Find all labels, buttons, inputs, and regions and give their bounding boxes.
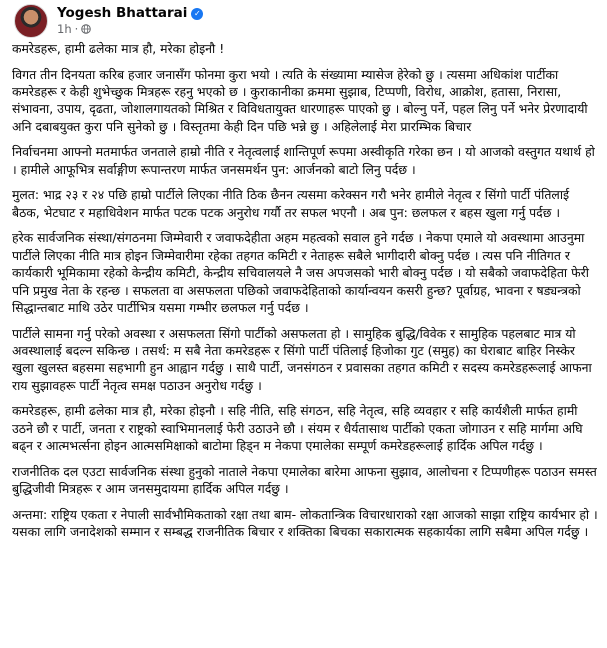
avatar[interactable] xyxy=(14,4,48,38)
post-time[interactable]: 1h xyxy=(57,21,72,36)
post-paragraph: हरेक सार्वजनिक संस्था/संगठनमा जिम्मेवारी र जवाफदेहीता अहम महत्वको सवाल हुने गर्दछ । नेकपा एमाले यो अवस्थामा आउनुमा पार्टीले लिएका नीति मात्र होइन जिम्मेवारीमा रहेका तहगत कमिटी र नेताहरू सबैले भागीदारी बोक्नु पर्दछ । त्यस पनि नीतिगत र कार्यकारी भूमिकामा रहेको केन्द्रीय कमिटी, केन्द्रीय सचिवालयले नै जस अपजसको भारी बोक्नु पर्दछ । यो सबैको जवाफदेहिता फेरी पनि प्रमुख नेता के रहन्छ । सफलता वा असफलता पछिको जवाफदेहिताको कार्यान्वयन कसरी हुन्छ? पूर्वाग्रह, भावना र षड्यन्त्रको सिद्धान्तबाट माथि उठेर पार्टीभित्र यसमा गम्भीर छलफल गर्नु पर्दछ । xyxy=(12,230,589,316)
post-paragraph: कमरेडहरू, हामी ढलेका मात्र हौ, मरेका होइनौ ! xyxy=(12,41,225,56)
globe-icon xyxy=(81,24,91,34)
post-paragraph: कमरेडहरू, हामी ढलेका मात्र हौ, मरेका होइनौ । सहि नीति, सहि संगठन, सहि नेतृत्व, सहि व्यवहार र सहि कार्यशैली मार्फत हामी उठने छौ र पार्टी, जनता र राष्ट्रको स्वाभिमानलाई फेरी उठाउने छौ । संयम र धैर्यतासाथ पार्टीको एकता जोगाउन र सहि मार्गमा अघि बढ्न र आत्मभर्त्सना होइन आत्मसमिक्षाको बाटोमा हिड्न म नेकपा एमालेका सम्पूर्ण कमरेडहरूलाई हार्दिक अपिल गर्दछु । xyxy=(12,403,583,454)
post-paragraph: विगत तीन दिनयता करिब हजार जनासँग फोनमा कुरा भयो । त्यति के संख्यामा म्यासेज हेरेको छु । त्यसमा अधिकांश पार्टीका कमरेडहरू र केही शुभेच्छुक मित्रहरू रहनु भएको छ । कुराकानीका क्रममा सुझाब, टिप्पणी, विरोध, आक्रोश, हतासा, निरासा, संभावना, उपाय, दृढता, जोशालगायतको मिश्रित र विविधतायुक्त धारणाहरू पाएको छु । बोल्नु पर्ने, पहल लिनु पर्ने भनेर प्रेरणादायी अनि दबाबयुक्त कुरा पनि सुनेको छु । विस्तृतमा केही दिन पछि भन्ने छु । अहिलेलाई मेरा प्रारम्भिक बिचार xyxy=(12,66,588,134)
author-name[interactable]: Yogesh Bhattarai xyxy=(57,5,188,22)
separator-dot: · xyxy=(74,21,79,36)
post-paragraph: निर्वाचनमा आफ्नो मतमार्फत जनताले हाम्रो नीति र नेतृत्वलाई शान्तिपूर्ण रूपमा अस्वीकृति गरेका छन । यो आजको वस्तुगत यथार्थ हो । हामीले आफूभित्र सर्वाङ्गीण रूपान्तरण मार्फत जनसमर्थन पुन: आर्जनको बाटो लिनु पर्दछ । xyxy=(12,144,595,177)
author-row xyxy=(57,6,203,22)
post-paragraph: पार्टीले सामना गर्नु परेको अवस्था र असफलता सिंगो पार्टीको असफलता हो । सामुहिक बुद्धि/विवेक र सामुहिक पहलबाट मात्र यो अवस्थालाई बदल्न सकिन्छ । तसर्थ: म सबै नेता कमरेडहरू र सिंगो पार्टी पंतिलाई हिजोका गुट (समुह) का घेराबाट बाहिर निस्केर खुला खुलस्त बहसमा सहभागी हुन आह्वान गर्दछु । साथै पार्टी, जनसंगठन र प्रवासका तहगत कमिटी र सदस्य कमरेडहरूलाई आफना राय सुझावहरू पार्टी नेतृत्व समक्ष पठाउन अनुरोध गर्दछु । xyxy=(12,325,592,393)
post-paragraph: अन्तमा: राष्ट्रिय एकता र नेपाली सार्वभौमिकताको रक्षा तथा बाम- लोकतान्त्रिक विचारधाराको रक्षा आजको साझा राष्ट्रिय कार्यभार हो । यसका लागि जनादेशको सम्मान र सम्बद्ध राजनीतिक बिचार र शक्तिका बिचका सकारात्मक सहकार्यका लागि सबैमा अपिल गर्दछु । xyxy=(12,506,598,540)
post-body xyxy=(12,40,600,549)
post-header xyxy=(14,3,203,39)
post-paragraph: राजनीतिक दल एउटा सार्वजनिक संस्था हुनुको नाताले नेकपा एमालेका बारेमा आफना सुझाव, आलोचना र टिप्पणीहरू पठाउन समस्त बुद्धिजीवी मित्रहरू र आम जनसमुदायमा हार्दिक अपिल गर्दछु । xyxy=(12,463,597,497)
time-row xyxy=(57,23,203,36)
verified-badge-icon: ✓ xyxy=(191,8,203,20)
post-paragraph: मुलत: भाद्र २३ र २४ पछि हाम्रो पार्टीले लिएका नीति ठिक छैनन त्यसमा करेक्सन गरौ भनेर हामीले नेतृत्व र सिंगो पार्टी पंतिलाई बैठक, भेटघाट र महाधिवेशन मार्फत पटक पटक अनुरोध गर्यौ तर सफल भएनौ । अब पुन: छलफल र बहस खुला गर्नु पर्दछ । xyxy=(12,187,570,220)
post-meta xyxy=(57,6,203,36)
